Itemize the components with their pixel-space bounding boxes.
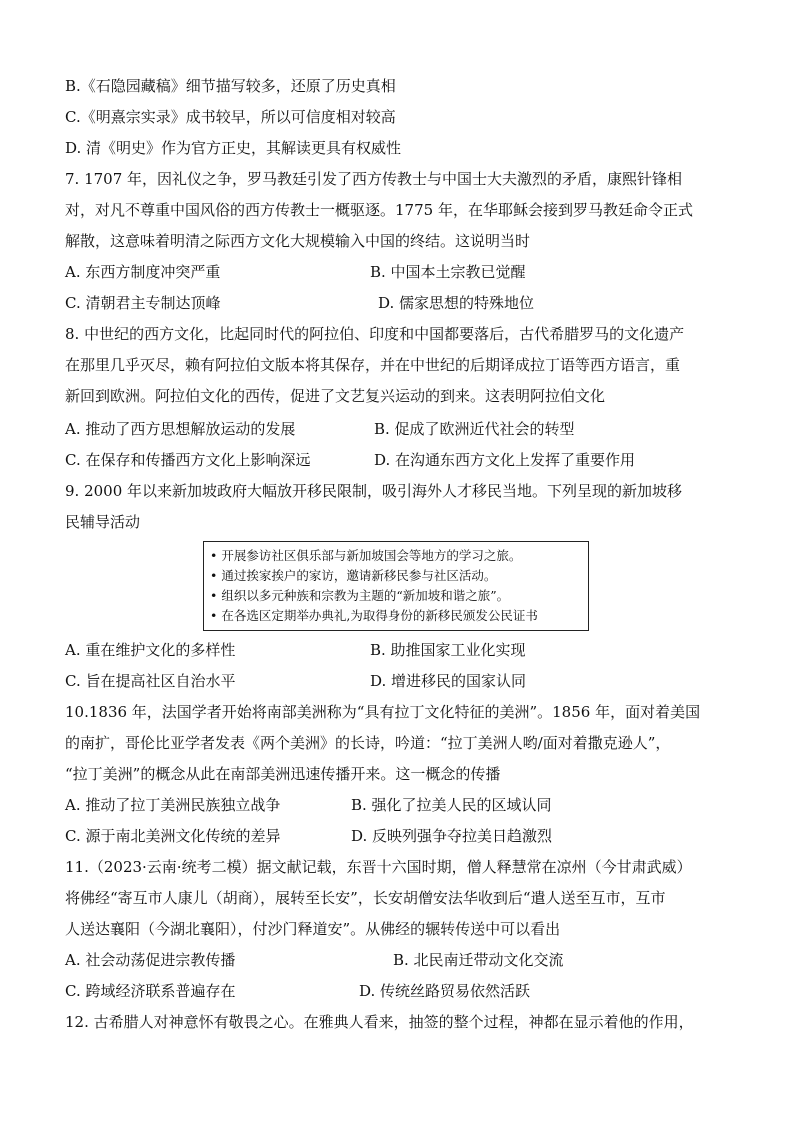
q9-box-item: • 开展参访社区俱乐部与新加坡国会等地方的学习之旅。	[210, 548, 522, 563]
q8-stem-line-3: 新回到欧洲。阿拉伯文化的西传，促进了文艺复兴运动的到来。这表明阿拉伯文化	[65, 387, 606, 405]
q6-option-b: B.《石隐园藏稿》细节描写较多，还原了历史真相	[65, 77, 396, 95]
q10-option-b: B. 强化了拉美人民的区域认同	[351, 796, 552, 814]
q9-option-a: A. 重在维护文化的多样性	[65, 641, 236, 659]
q9-option-c: C. 旨在提高社区自治水平	[65, 672, 236, 690]
q9-box-item: • 组织以多元种族和宗教为主题的“新加坡和谐之旅”。	[210, 588, 510, 603]
q7-option-a: A. 东西方制度冲突严重	[65, 263, 221, 281]
q11-option-c: C. 跨域经济联系普遍存在	[65, 982, 236, 1000]
q8-stem-line-1: 8. 中世纪的西方文化，比起同时代的阿拉伯、印度和中国都要落后，古代希腊罗马的文化遗产	[65, 325, 685, 343]
q11-stem-line-3: 人送达襄阳（今湖北襄阳），付沙门释道安”。从佛经的辗转传送中可以看出	[65, 920, 561, 938]
q10-stem-line-1: 10.1836 年，法国学者开始将南部美洲称为“具有拉丁文化特征的美洲”。1856 年，面对着美国	[65, 703, 701, 721]
q11-option-a: A. 社会动荡促进宗教传播	[65, 951, 236, 969]
q8-option-b: B. 促成了欧洲近代社会的转型	[374, 420, 575, 438]
q10-option-a: A. 推动了拉丁美洲民族独立战争	[65, 796, 281, 814]
q7-stem-line-3: 解散，这意味着明清之际西方文化大规模输入中国的终结。这说明当时	[65, 232, 531, 250]
q9-activity-box	[203, 541, 589, 631]
q9-option-b: B. 助推国家工业化实现	[370, 641, 526, 659]
q8-option-c: C. 在保存和传播西方文化上影响深远	[65, 451, 311, 469]
q10-option-d: D. 反映列强争夺拉美日趋激烈	[351, 827, 553, 845]
q9-option-d: D. 增进移民的国家认同	[370, 672, 527, 690]
q9-box-item: • 通过挨家挨户的家访，邀请新移民参与社区活动。	[210, 568, 497, 583]
q8-option-d: D. 在沟通东西方文化上发挥了重要作用	[374, 451, 636, 469]
q7-option-c: C. 清朝君主专制达顶峰	[65, 294, 221, 312]
q7-stem-line-1: 7. 1707 年，因礼仪之争，罗马教廷引发了西方传教士与中国士大夫激烈的矛盾，康熙针锋相	[65, 170, 683, 188]
q9-stem-line-2: 民辅导活动	[65, 513, 141, 531]
q10-stem-line-3: “拉丁美洲”的概念从此在南部美洲迅速传播开来。这一概念的传播	[65, 765, 501, 783]
q9-box-item: • 在各选区定期举办典礼,为取得身份的新移民颁发公民证书	[210, 608, 538, 623]
q7-option-d: D. 儒家思想的特殊地位	[378, 294, 535, 312]
q12-stem-line-1: 12. 古希腊人对神意怀有敬畏之心。在雅典人看来，抽签的整个过程，神都在显示着他的作用，	[65, 1013, 694, 1031]
q7-stem-line-2: 对，对凡不尊重中国风俗的西方传教士一概驱逐。1775 年，在华耶稣会接到罗马教廷命令正式	[65, 201, 693, 219]
q10-option-c: C. 源于南北美洲文化传统的差异	[65, 827, 281, 845]
q11-option-b: B. 北民南迁带动文化交流	[393, 951, 564, 969]
q8-stem-line-2: 在那里几乎灭尽，赖有阿拉伯文版本将其保存，并在中世纪的后期译成拉丁语等西方语言，重	[65, 356, 681, 374]
q6-option-c: C.《明熹宗实录》成书较早，所以可信度相对较高	[65, 108, 396, 126]
q11-stem-line-2: 将佛经“寄互市人康儿（胡商），展转至长安”，长安胡僧安法华收到后“遣人送至互市，互市	[65, 889, 666, 907]
q11-stem-line-1: 11.（2023·云南·统考二模）据文献记载，东晋十六国时期，僧人释慧常在凉州（今甘肃武威）	[65, 858, 692, 876]
q9-stem-line-1: 9. 2000 年以来新加坡政府大幅放开移民限制，吸引海外人才移民当地。下列呈现的新加坡移	[65, 482, 683, 500]
q8-option-a: A. 推动了西方思想解放运动的发展	[65, 420, 296, 438]
q11-option-d: D. 传统丝路贸易依然活跃	[359, 982, 531, 1000]
q7-option-b: B. 中国本土宗教已觉醒	[370, 263, 526, 281]
q10-stem-line-2: 的南扩，哥伦比亚学者发表《两个美洲》的长诗，吟道：“拉丁美洲人哟/面对着撒克逊人”，	[65, 734, 671, 752]
q6-option-d: D. 清《明史》作为官方正史，其解读更具有权威性	[65, 139, 402, 157]
